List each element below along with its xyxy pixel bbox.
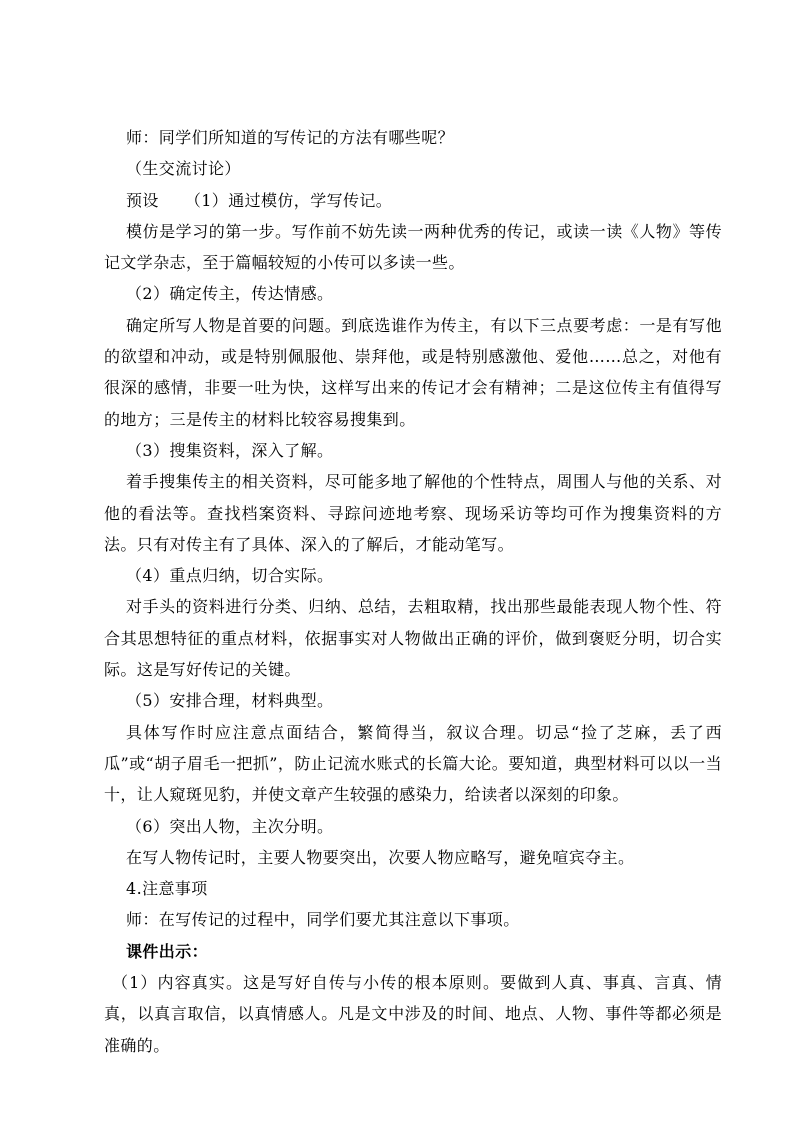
method-2-heading: （2）确定传主，传达情感。	[126, 284, 334, 304]
preset-label: 预设	[126, 190, 159, 210]
document-body	[104, 122, 722, 1061]
method-2-paragraph: 确定所写人物是首要的问题。到底选谁作为传主，有以下三点要考虑：一是有写他的欲望和冲动，或是特别佩服他、崇拜他，或是特别感激他、爱他……总之，对他有很深的感情，非要一吐为快，这样写出来的传记才会有精神；二是这位传主有值得写的地方；三是传主的材料比较容易搜集到。	[104, 315, 722, 429]
method-6-paragraph: 在写人物传记时，主要人物要突出，次要人物应略写，避免喧宾夺主。	[126, 847, 635, 867]
method-1-heading: （1）通过模仿，学写传记。	[184, 190, 393, 210]
method-6-heading: （6）突出人物，主次分明。	[126, 816, 334, 836]
method-3-heading: （3）搜集资料，深入了解。	[126, 440, 334, 460]
method-3-paragraph: 着手搜集传主的相关资料，尽可能多地了解他的个性特点，周围人与他的关系、对他的看法等。查找档案资料、寻踪问迹地考察、现场采访等均可作为搜集资料的方法。只有对传主有了具体、深入的了解后，才能动笔写。	[104, 472, 722, 554]
section-4-heading: 4.注意事项	[126, 879, 208, 899]
courseware-label: 课件出示：	[126, 941, 209, 961]
method-1-paragraph: 模仿是学习的第一步。写作前不妨先读一两种优秀的传记，或读一读《人物》等传记文学杂志，至于篇幅较短的小传可以多读一些。	[104, 221, 722, 273]
teacher-question: 师：同学们所知道的写传记的方法有哪些呢？	[126, 128, 455, 147]
preset-method-1-heading	[104, 185, 722, 216]
method-4-paragraph: 对手头的资料进行分类、归纳、总结，去粗取精，找出那些最能表现人物个性、符合其思想特征的重点材料，依据事实对人物做出正确的评价，做到褒贬分明，切合实际。这是写好传记的关键。	[104, 597, 722, 680]
method-5-heading: （5）安排合理，材料典型。	[126, 691, 334, 711]
method-4-heading: （4）重点归纳，切合实际。	[126, 566, 334, 586]
teacher-notice: 师：在写传记的过程中，同学们要尤其注意以下事项。	[126, 910, 520, 930]
student-discussion-note: （生交流讨论）	[126, 159, 241, 179]
notice-1-paragraph: （1）内容真实。这是写好自传与小传的根本原则。要做到人真、事真、言真、情真，以真言取信，以真情感人。凡是文中涉及的时间、地点、人物、事件等都必须是准确的。	[104, 973, 722, 1055]
method-5-paragraph: 具体写作时应注意点面结合，繁简得当，叙议合理。切忌“捡了芝麻，丢了西瓜”或“胡子眉毛一把抓”，防止记流水账式的长篇大论。要知道，典型材料可以以一当十，让人窥斑见豹，并使文章产生较强的感染力，给读者以深刻的印象。	[104, 722, 722, 805]
